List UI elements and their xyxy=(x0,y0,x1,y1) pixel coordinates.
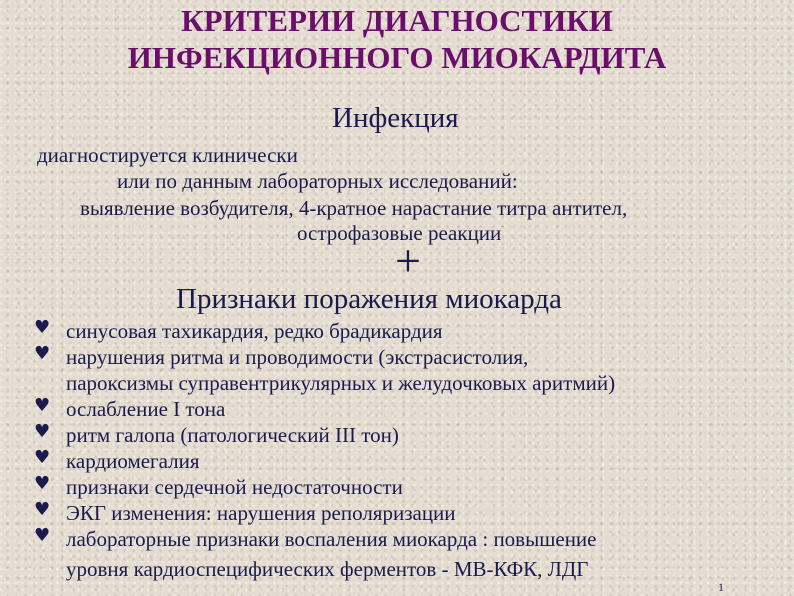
list-item xyxy=(34,344,784,396)
heart-bullet-icon: ♥ xyxy=(34,421,51,442)
list-item-text: признаки сердечной недостаточности xyxy=(66,475,403,499)
list-item-text: нарушения ритма и проводимости (экстрасистолия, xyxy=(66,345,529,369)
infection-text-line-4: острофазовые реакции xyxy=(297,221,502,245)
list-item-text-continued: пароксизмы суправентрикулярных и желудочковых аритмий) xyxy=(66,371,616,395)
list-item-text-continued: уровня кардиоспецифических ферментов - МВ-КФК, ЛДГ xyxy=(66,557,589,581)
list-item xyxy=(34,500,784,526)
list-item xyxy=(34,396,784,422)
heart-bullet-icon: ♥ xyxy=(34,525,51,546)
heart-bullet-icon: ♥ xyxy=(34,395,51,416)
infection-text-line-3: выявление возбудителя, 4-кратное нарастание титра антител, xyxy=(80,196,628,220)
infection-text-line-1: диагностируется клинически xyxy=(37,143,298,167)
list-item-text: синусовая тахикардия, редко брадикардия xyxy=(66,319,443,343)
list-item-text: ослабление I тона xyxy=(66,397,226,421)
heart-bullet-icon: ♥ xyxy=(34,499,51,520)
heart-bullet-icon: ♥ xyxy=(34,473,51,494)
slide-title xyxy=(0,2,794,76)
heart-bullet-icon: ♥ xyxy=(34,447,51,468)
list-item-text: лабораторные признаки воспаления миокарда : повышение xyxy=(66,527,597,551)
title-line-1: КРИТЕРИИ ДИАГНОСТИКИ xyxy=(181,3,613,38)
list-item-text: ритм галопа (патологический III тон) xyxy=(66,423,399,447)
list-item xyxy=(34,448,784,474)
slide-number: 1 xyxy=(718,580,724,594)
list-item-text: ЭКГ изменения: нарушения реполяризации xyxy=(66,501,456,525)
myocardium-heading: Признаки поражения миокарда xyxy=(176,283,562,315)
title-line-2: ИНФЕКЦИОННОГО МИОКАРДИТА xyxy=(127,40,667,75)
infection-heading: Инфекция xyxy=(332,102,459,134)
list-item-text: кардиомегалия xyxy=(66,449,200,473)
heart-bullet-icon: ♥ xyxy=(34,317,51,338)
infection-text-line-2: или по данным лабораторных исследований: xyxy=(117,169,518,193)
list-item xyxy=(34,526,784,582)
list-item xyxy=(34,318,784,344)
plus-sign: + xyxy=(395,235,421,286)
heart-bullet-icon: ♥ xyxy=(34,343,51,364)
list-item xyxy=(34,422,784,448)
list-item xyxy=(34,474,784,500)
myocardium-signs-list xyxy=(34,318,784,582)
